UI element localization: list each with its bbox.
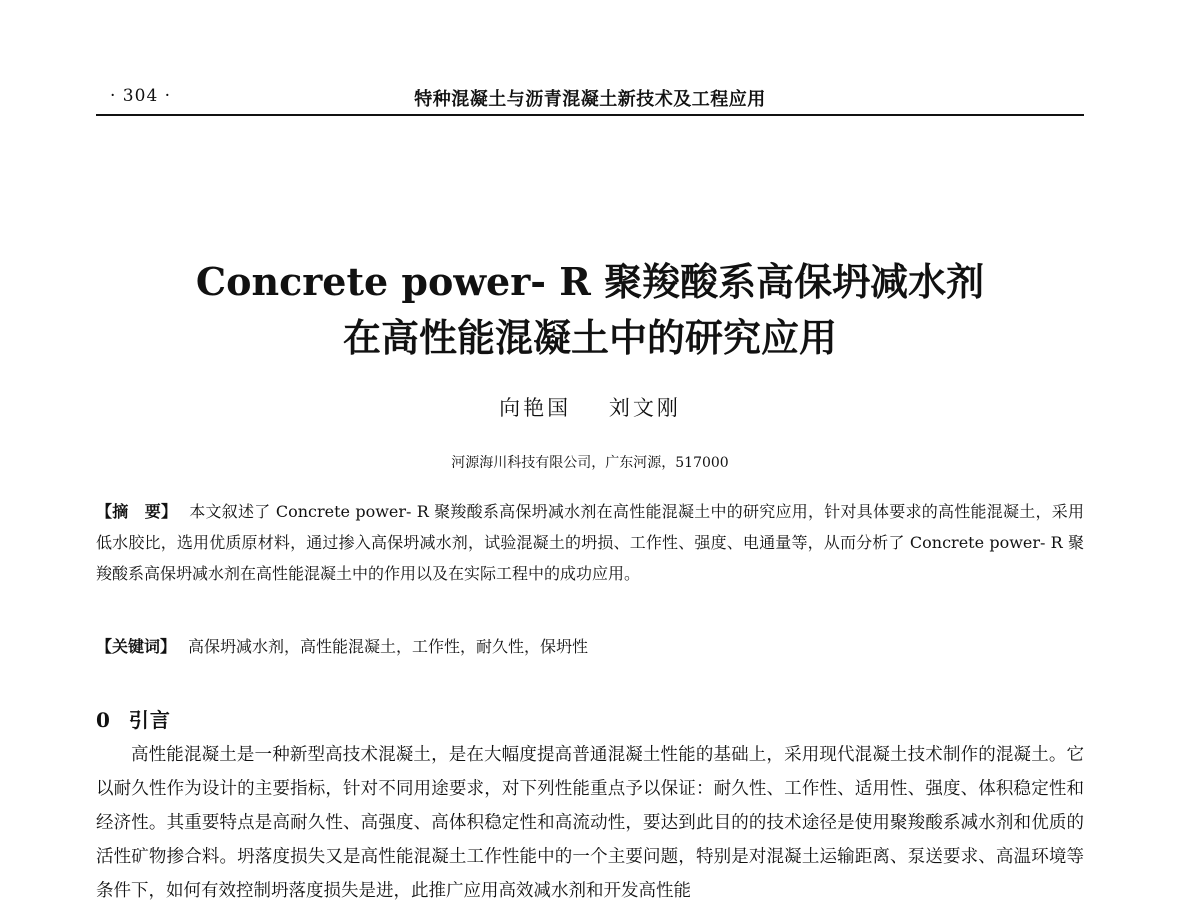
author-list — [96, 392, 1084, 422]
section-number: 0 — [96, 708, 111, 732]
abstract — [96, 496, 1084, 589]
author-name: 向艳国 — [499, 396, 572, 420]
page-number: · 304 · — [110, 86, 172, 106]
running-header — [96, 80, 1084, 116]
section-title: 引言 — [128, 708, 171, 732]
keywords-label: 【关键词】 — [96, 637, 177, 656]
keywords — [96, 631, 1084, 662]
author-name: 刘文刚 — [608, 396, 681, 420]
abstract-label: 【摘 要】 — [96, 502, 178, 521]
article-title-line-2: 在高性能混凝土中的研究应用 — [342, 315, 837, 360]
abstract-text: 本文叙述了 Concrete power- R 聚羧酸系高保坍减水剂在高性能混凝土中的研究应用，针对具体要求的高性能混凝土，采用低水胶比，选用优质原材料，通过掺入高保坍减水剂，试验混凝土的坍损、工作性、强度、电通量等，从而分析了 Concrete power- R 聚羧酸系高保坍减水剂在高性能混凝土中的作用以及在实际工程中的成功应用。 — [96, 502, 1084, 583]
article-title-line-1: Concrete power- R 聚羧酸系高保坍减水剂 — [195, 259, 985, 304]
affiliation: 河源海川科技有限公司，广东河源，517000 — [451, 455, 729, 471]
keywords-text: 高保坍减水剂，高性能混凝土，工作性，耐久性，保坍性 — [188, 637, 589, 656]
book-title: 特种混凝土与沥青混凝土新技术及工程应用 — [414, 89, 766, 110]
section-heading — [96, 704, 171, 733]
body-paragraph: 高性能混凝土是一种新型高技术混凝土，是在大幅度提高普通混凝土性能的基础上，采用现代混凝土技术制作的混凝土。它以耐久性作为设计的主要指标，针对不同用途要求，对下列性能重点予以保证：耐久性、工作性、适用性、强度、体积稳定性和经济性。其重要特点是高耐久性、高强度、高体积稳定性和高流动性，要达到此目的的技术途径是使用聚羧酸系减水剂和优质的活性矿物掺合料。坍落度损失又是高性能混凝土工作性能中的一个主要问题，特别是对混凝土运输距离、泵送要求、高温环境等条件下，如何有效控制坍落度损失是进，此推广应用高效减水剂和开发高性能 — [96, 745, 1084, 901]
